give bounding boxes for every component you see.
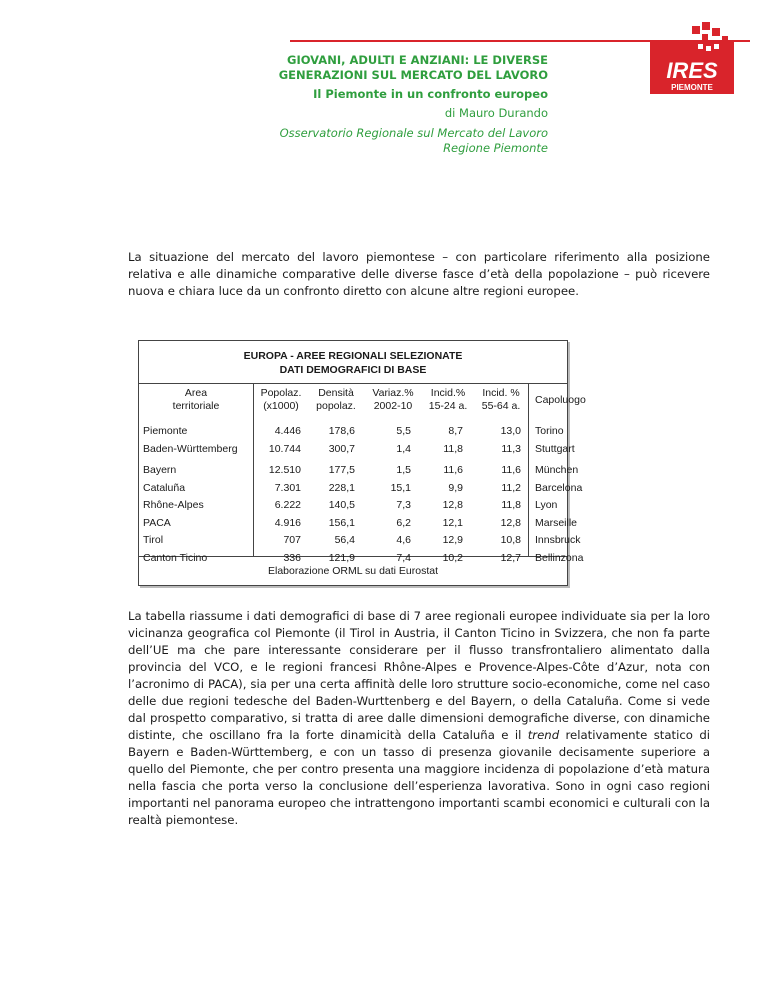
table-header-row [139, 383, 586, 417]
row-capital: Stuttgart [535, 442, 575, 455]
row-value: 11,3 [501, 442, 521, 455]
row-region-name: Canton Ticino [143, 551, 208, 564]
row-value: 10.744 [268, 442, 301, 455]
row-capital: Bellinzona [535, 551, 584, 564]
table-header-cell: Variaz.% 2002-10 [372, 387, 414, 412]
row-capital: München [535, 464, 579, 476]
row-value: 15,1 [390, 481, 411, 494]
table-header-cell: Capoluogo [535, 393, 586, 406]
row-value: 177,5 [328, 464, 355, 476]
row-value: 140,5 [328, 499, 355, 511]
row-value: 336 [283, 551, 301, 564]
table-title [139, 349, 567, 377]
row-value: 11,8 [443, 442, 463, 455]
row-value: 11,6 [501, 464, 521, 476]
row-value: 1,5 [396, 464, 411, 476]
logo-text: IRES [666, 58, 718, 83]
table-header-cell: Incid. % 55-64 a. [481, 387, 521, 412]
table-row [139, 480, 583, 498]
row-value: 1,4 [396, 442, 411, 455]
table-header-cell: Area territoriale [172, 387, 220, 412]
row-value: 11,8 [501, 499, 521, 511]
row-value: 707 [283, 534, 301, 546]
row-value: 7,4 [396, 551, 411, 564]
document-header [190, 53, 548, 156]
title-line-1: GIOVANI, ADULTI E ANZIANI: LE DIVERSE [287, 53, 548, 67]
row-capital: Lyon [535, 499, 558, 511]
row-value: 56,4 [334, 534, 355, 546]
table-source: Elaborazione ORML su dati Eurostat [267, 565, 439, 577]
row-value: 6,2 [396, 516, 411, 529]
row-region-name: Tirol [143, 534, 164, 546]
row-region-name: Baden-Württemberg [143, 442, 238, 455]
table-row [139, 532, 581, 550]
row-value: 8,7 [448, 425, 463, 437]
row-value: 7.301 [274, 481, 301, 494]
row-value: 228,1 [328, 481, 355, 494]
table-header-cell: Incid.% 15-24 a. [428, 387, 468, 412]
table-header-cell: Densità popolaz. [316, 387, 356, 412]
table-row [139, 441, 575, 459]
author: di Mauro Durando [444, 106, 548, 120]
row-value: 10,2 [442, 551, 463, 564]
row-capital: Marseille [535, 516, 578, 529]
ires-piemonte-logo [640, 22, 734, 94]
row-region-name: Bayern [143, 464, 177, 476]
row-value: 7,3 [396, 499, 411, 511]
demographic-table [138, 340, 586, 586]
row-value: 12,1 [442, 516, 463, 529]
row-value: 4,6 [396, 534, 411, 546]
row-capital: Barcelona [535, 481, 583, 494]
table-row [139, 462, 579, 480]
table-body [139, 423, 584, 567]
row-value: 156,1 [328, 516, 355, 529]
row-value: 9,9 [448, 481, 463, 494]
row-value: 13,0 [500, 425, 521, 437]
table-row [139, 423, 567, 441]
logo-subtext: PIEMONTE [671, 83, 713, 92]
title-line-2: GENERAZIONI SUL MERCATO DEL LAVORO [278, 68, 548, 82]
row-capital: Torino [535, 425, 564, 437]
row-value: 12.510 [268, 464, 301, 476]
row-value: 121,9 [328, 551, 355, 564]
row-value: 12,8 [442, 499, 463, 511]
row-value: 5,5 [396, 425, 411, 437]
table-title-line-2: DATI DEMOGRAFICI DI BASE [279, 364, 427, 376]
row-capital: Innsbruck [535, 534, 581, 546]
intro-paragraph: La situazione del mercato del lavoro piemontese – con particolare riferimento alla posizione relativa e alle dinamiche comparative delle diverse fasce d’età della popolazione – può ricevere nuova e chiara luce da un confronto diretto con alcune altre regioni europee. [128, 250, 710, 298]
row-value: 10,8 [500, 534, 521, 546]
row-value: 4.916 [274, 516, 301, 529]
row-value: 11,6 [443, 464, 463, 476]
row-value: 12,8 [500, 516, 521, 529]
row-value: 300,7 [328, 442, 355, 455]
row-value: 12,7 [500, 551, 521, 564]
table-title-line-1: EUROPA - AREE REGIONALI SELEZIONATE [243, 350, 463, 362]
row-value: 178,6 [328, 425, 355, 437]
table-header-cell: Popolaz. (x1000) [260, 387, 302, 412]
row-value: 6.222 [274, 499, 301, 511]
table-row [139, 497, 567, 515]
affiliation-line-1: Osservatorio Regionale sul Mercato del Lavoro [279, 126, 548, 140]
subtitle: Il Piemonte in un confronto europeo [313, 87, 548, 101]
row-value: 4.446 [274, 425, 301, 437]
body-emphasis: trend [527, 728, 560, 742]
row-region-name: Cataluña [143, 481, 186, 494]
row-value: 11,2 [501, 481, 521, 494]
row-region-name: Rhône-Alpes [143, 499, 204, 511]
row-value: 12,9 [442, 534, 463, 546]
row-region-name: PACA [143, 516, 171, 529]
body-text: relativamente statico di Bayern e Baden-Württemberg, e con un tasso di presenza giovanile decisamente superiore a quello del Piemonte, che per contro presenta una maggiore incidenza di popolazione d’età matura nella fascia che porta verso la conclusione dell’esperienza lavorativa. Sono in ogni caso regioni importanti nel panorama europeo che intrattengono importanti scambi economici e culturali con la realtà piemontese. [128, 728, 710, 827]
table-row [139, 515, 578, 533]
row-region-name: Piemonte [143, 425, 188, 437]
affiliation-line-2: Regione Piemonte [443, 141, 548, 155]
body-text: La tabella riassume i dati demografici di base di 7 aree regionali europee individuate sia per la loro vicinanza geografica col Piemonte (il Tirol in Austria, il Canton Ticino in Svizzera, che non fa parte dell’UE ma che pare interessante considerare per il flusso transfrontaliero alimentato dalla provincia del VCO, e le regioni francesi Rhône-Alpes e Provence-Alpes-Côte d’Azur, nota con l’acronimo di PACA), sia per una certa affinità delle loro strutture socio-economiche, come nel caso delle due regioni tedesche del Baden-Wurttenberg e del Bayern, o della Cataluña. Come si vede dal prospetto comparativo, si tratta di aree dalle dimensioni demografiche diverse, con dinamiche distinte, che oscillano fra la forte dinamicità della Cataluña e il [128, 609, 710, 742]
body-paragraph [128, 608, 710, 829]
